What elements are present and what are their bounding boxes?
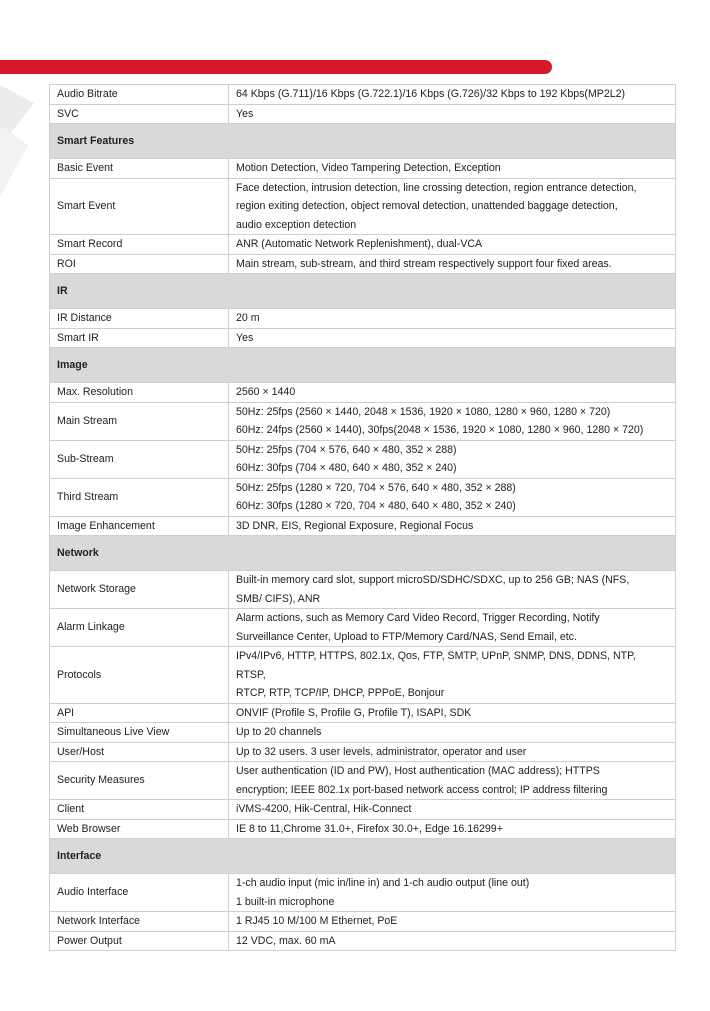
spec-value-line: 60Hz: 30fps (1280 × 720, 704 × 480, 640 × 480, 352 × 240) <box>236 500 516 512</box>
spec-value <box>229 571 676 609</box>
section-header <box>50 536 676 571</box>
spec-value <box>229 800 676 820</box>
spec-value <box>229 723 676 743</box>
spec-value <box>229 912 676 932</box>
spec-value <box>229 609 676 647</box>
spec-value <box>229 819 676 839</box>
spec-label: Audio Bitrate <box>50 85 229 105</box>
spec-value-line: Face detection, intrusion detection, line crossing detection, region entrance detection, <box>236 181 637 194</box>
spec-row <box>50 912 676 932</box>
spec-value <box>229 703 676 723</box>
spec-value-line: Built-in memory card slot, support microSD/SDHC/SDXC, up to 256 GB; NAS (NFS, <box>236 574 630 586</box>
spec-value-line: region exiting detection, object removal detection, unattended baggage detection, <box>236 200 618 212</box>
spec-label: Power Output <box>50 931 229 951</box>
section-title: Interface <box>50 839 676 874</box>
spec-value-line: 60Hz: 30fps (704 × 480, 640 × 480, 352 × 240) <box>236 462 457 474</box>
section-title: IR <box>50 274 676 309</box>
spec-row <box>50 762 676 800</box>
section-header <box>50 274 676 309</box>
spec-value <box>229 254 676 274</box>
spec-value <box>229 742 676 762</box>
spec-row <box>50 104 676 124</box>
spec-row <box>50 874 676 912</box>
spec-value <box>229 328 676 348</box>
spec-label: Sub-Stream <box>50 440 229 478</box>
spec-value-line: Motion Detection, Video Tampering Detection, Exception <box>236 162 501 174</box>
spec-value-line: SMB/ CIFS), ANR <box>236 592 321 605</box>
spec-label: Security Measures <box>50 762 229 800</box>
spec-value-line: 50Hz: 25fps (1280 × 720, 704 × 576, 640 × 480, 352 × 288) <box>236 481 516 494</box>
spec-table <box>49 84 676 951</box>
section-title: Smart Features <box>50 124 676 159</box>
spec-row <box>50 819 676 839</box>
spec-label: Smart IR <box>50 328 229 348</box>
spec-value-line: 1 built-in microphone <box>236 895 335 908</box>
spec-label: Network Interface <box>50 912 229 932</box>
section-header <box>50 124 676 159</box>
section-title: Network <box>50 536 676 571</box>
spec-label: Network Storage <box>50 571 229 609</box>
spec-row <box>50 723 676 743</box>
spec-value-line: 64 Kbps (G.711)/16 Kbps (G.722.1)/16 Kbps (G.726)/32 Kbps to 192 Kbps(MP2L2) <box>236 88 626 100</box>
spec-value-line: Yes <box>236 331 254 344</box>
spec-label: Alarm Linkage <box>50 609 229 647</box>
spec-value <box>229 85 676 105</box>
spec-label: Image Enhancement <box>50 516 229 536</box>
spec-value <box>229 104 676 124</box>
spec-value-line: Alarm actions, such as Memory Card Video Record, Trigger Recording, Notify <box>236 612 600 624</box>
spec-value <box>229 402 676 440</box>
spec-value <box>229 874 676 912</box>
spec-value-line: ANR (Automatic Network Replenishment), dual-VCA <box>236 238 483 250</box>
spec-value-line: User authentication (ID and PW), Host authentication (MAC address); HTTPS <box>236 765 600 777</box>
spec-value-line: Up to 20 channels <box>236 726 322 738</box>
spec-value-line: 12 VDC, max. 60 mA <box>236 934 336 947</box>
spec-row <box>50 85 676 105</box>
spec-row <box>50 609 676 647</box>
spec-value-line: Yes <box>236 107 254 120</box>
spec-label: IR Distance <box>50 309 229 329</box>
spec-row <box>50 328 676 348</box>
spec-value-line: Up to 32 users. 3 user levels, administrator, operator and user <box>236 745 527 758</box>
spec-row <box>50 254 676 274</box>
spec-value-line: 3D DNR, EIS, Regional Exposure, Regional Focus <box>236 519 474 532</box>
spec-value-line: ONVIF (Profile S, Profile G, Profile T), ISAPI, SDK <box>236 706 472 719</box>
spec-value-line: audio exception detection <box>236 218 357 231</box>
spec-value <box>229 931 676 951</box>
spec-value <box>229 516 676 536</box>
spec-row <box>50 647 676 704</box>
spec-value-line: iVMS-4200, Hik-Central, Hik-Connect <box>236 803 412 815</box>
spec-value-line: 50Hz: 25fps (704 × 576, 640 × 480, 352 × 288) <box>236 443 457 456</box>
spec-label: Basic Event <box>50 159 229 179</box>
spec-row <box>50 478 676 516</box>
spec-label: Web Browser <box>50 819 229 839</box>
spec-value <box>229 159 676 179</box>
spec-row <box>50 516 676 536</box>
spec-label: User/Host <box>50 742 229 762</box>
header-accent-bar <box>0 60 552 74</box>
spec-row <box>50 931 676 951</box>
spec-value <box>229 762 676 800</box>
spec-label: Protocols <box>50 647 229 704</box>
spec-value-line: 1 RJ45 10 M/100 M Ethernet, PoE <box>236 915 398 927</box>
spec-label: Main Stream <box>50 402 229 440</box>
spec-label: Client <box>50 800 229 820</box>
spec-row <box>50 402 676 440</box>
spec-value-line: 60Hz: 24fps (2560 × 1440), 30fps(2048 × 1536, 1920 × 1080, 1280 × 960, 1280 × 720) <box>236 424 644 436</box>
spec-row <box>50 440 676 478</box>
spec-row <box>50 235 676 255</box>
spec-label: API <box>50 703 229 723</box>
spec-value-line: 1-ch audio input (mic in/line in) and 1-ch audio output (line out) <box>236 877 530 889</box>
spec-label: Audio Interface <box>50 874 229 912</box>
spec-row <box>50 383 676 403</box>
spec-label: Third Stream <box>50 478 229 516</box>
spec-row <box>50 703 676 723</box>
spec-row <box>50 178 676 235</box>
spec-value-line: 20 m <box>236 312 260 324</box>
section-header <box>50 839 676 874</box>
spec-value <box>229 178 676 235</box>
spec-row <box>50 309 676 329</box>
section-title: Image <box>50 348 676 383</box>
spec-label: ROI <box>50 254 229 274</box>
spec-value-line: encryption; IEEE 802.1x port-based network access control; IP address filtering <box>236 783 608 796</box>
spec-label: Simultaneous Live View <box>50 723 229 743</box>
spec-value <box>229 309 676 329</box>
spec-row <box>50 800 676 820</box>
spec-label: Max. Resolution <box>50 383 229 403</box>
spec-value <box>229 478 676 516</box>
spec-label: Smart Record <box>50 235 229 255</box>
spec-value <box>229 647 676 704</box>
spec-value <box>229 440 676 478</box>
spec-label: Smart Event <box>50 178 229 235</box>
spec-value-line: 2560 × 1440 <box>236 386 296 398</box>
spec-value-line: IE 8 to 11,Chrome 31.0+, Firefox 30.0+, Edge 16.16299+ <box>236 822 503 835</box>
spec-row <box>50 571 676 609</box>
spec-value-line: Main stream, sub-stream, and third stream respectively support four fixed areas. <box>236 257 612 270</box>
spec-row <box>50 159 676 179</box>
spec-value <box>229 235 676 255</box>
section-header <box>50 348 676 383</box>
spec-row <box>50 742 676 762</box>
spec-value-line: Surveillance Center, Upload to FTP/Memory Card/NAS, Send Email, etc. <box>236 630 577 643</box>
spec-value-line: IPv4/IPv6, HTTP, HTTPS, 802.1x, Qos, FTP, SMTP, UPnP, SNMP, DNS, DDNS, NTP, RTSP, <box>236 650 636 681</box>
spec-value-line: RTCP, RTP, TCP/IP, DHCP, PPPoE, Bonjour <box>236 687 445 699</box>
spec-value-line: 50Hz: 25fps (2560 × 1440, 2048 × 1536, 1920 × 1080, 1280 × 960, 1280 × 720) <box>236 405 611 418</box>
spec-label: SVC <box>50 104 229 124</box>
spec-value <box>229 383 676 403</box>
